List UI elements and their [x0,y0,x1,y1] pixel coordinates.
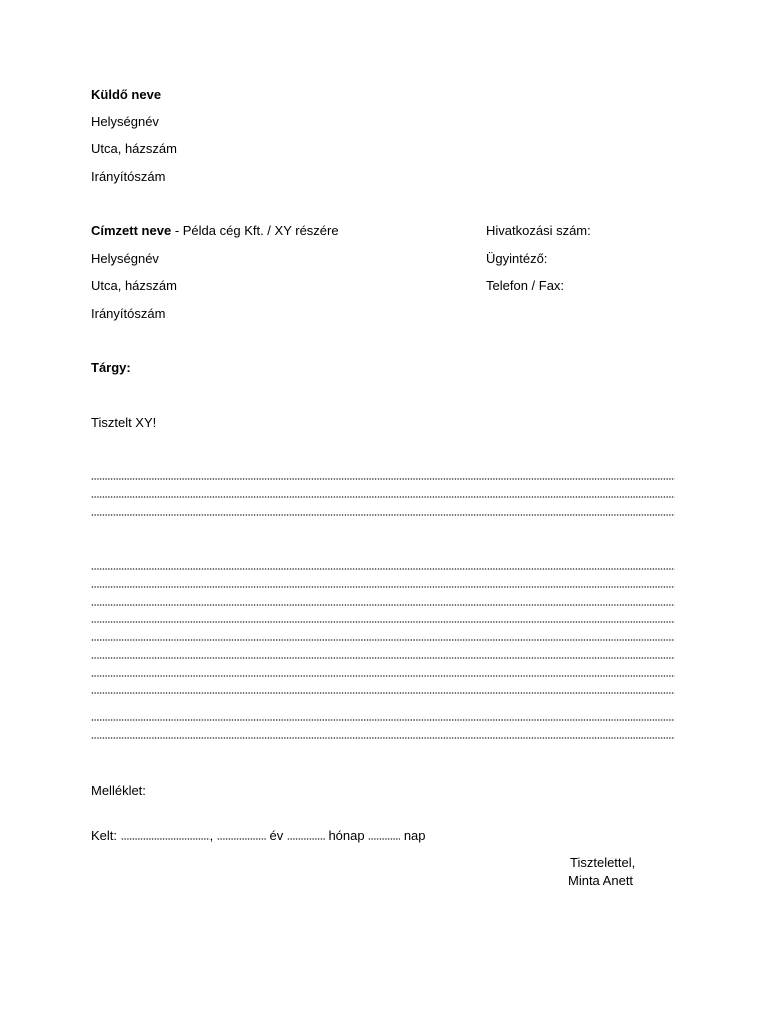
recipient-postcode: Irányítószám [91,306,166,321]
body-dotted-line [91,506,675,518]
date-line [91,828,426,844]
body-dotted-line [91,649,675,661]
body-dotted-line [91,729,675,741]
body-dotted-line [91,631,675,643]
recipient-street: Utca, házszám [91,278,177,293]
body-dotted-line [91,560,675,572]
closing-greeting: Tisztelettel, [570,855,636,870]
date-year-blank [217,830,266,840]
recipient-name-suffix: - Példa cég Kft. / XY részére [171,223,339,238]
body-dotted-line [91,711,675,723]
attachment-label: Melléklet: [91,783,146,798]
date-comma: , [209,828,214,843]
recipient-city: Helységnév [91,251,159,266]
body-dotted-line [91,684,675,696]
date-day-blank [368,830,400,840]
phone-fax-label: Telefon / Fax: [486,278,565,293]
body-dotted-line [91,470,675,482]
body-dotted-line [91,488,675,500]
subject-label: Tárgy: [91,360,131,375]
handler-label: Ügyintéző: [486,251,548,266]
date-month-label: hónap [324,828,369,843]
sender-name-label: Küldő neve [91,87,162,102]
body-dotted-line [91,596,675,608]
salutation: Tisztelt XY! [91,415,157,430]
recipient-name-line [91,223,339,239]
body-dotted-line [91,613,675,625]
signer-name: Minta Anett [568,873,634,888]
date-year-label: év [265,828,287,843]
reference-number-label: Hivatkozási szám: [486,223,591,238]
sender-postcode: Irányítószám [91,169,166,184]
recipient-name-label: Címzett neve [91,223,172,238]
date-kelt-label: Kelt: [91,828,121,843]
date-month-blank [287,830,325,840]
sender-city: Helységnév [91,114,159,129]
body-dotted-line [91,667,675,679]
sender-street: Utca, házszám [91,141,177,156]
body-dotted-line [91,578,675,590]
date-day-label: nap [400,828,426,843]
date-place-blank [121,830,210,840]
